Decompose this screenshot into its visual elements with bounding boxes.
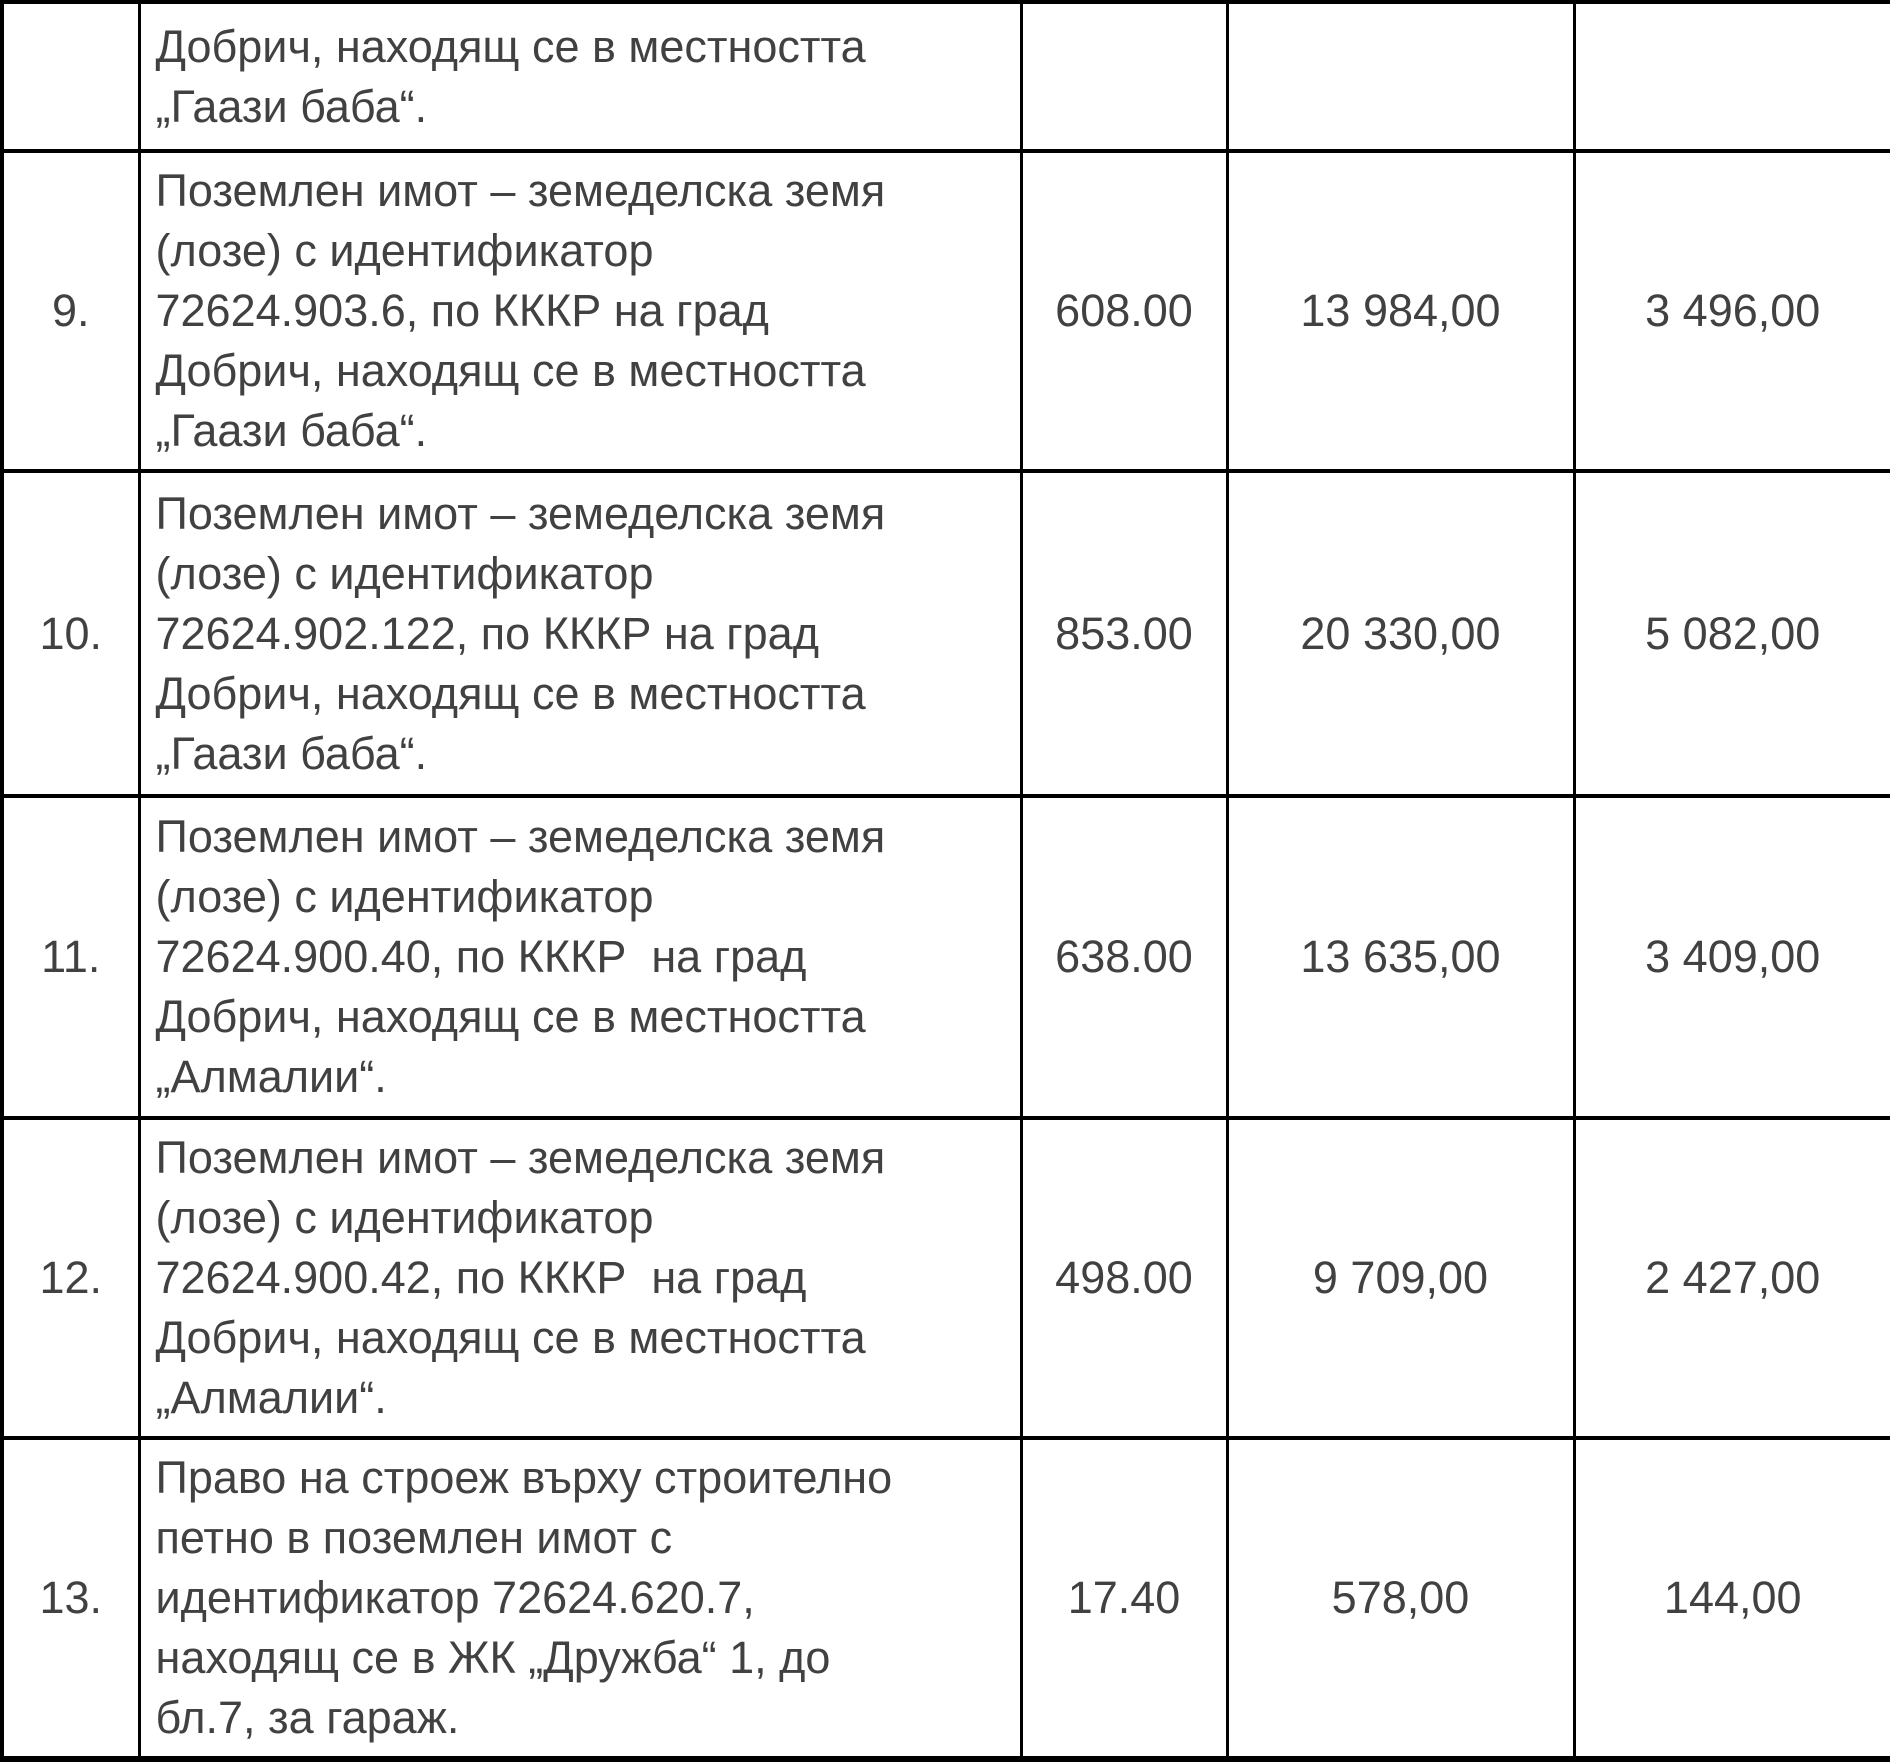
- cell-value-3: 3 409,00: [1574, 796, 1890, 1118]
- description-line: „Гаази баба“.: [155, 80, 428, 132]
- cell-value-3: 2 427,00: [1574, 1118, 1890, 1438]
- cell-number: 10.: [2, 471, 139, 796]
- description-line: 72624.903.6, по КККР на град: [155, 285, 769, 336]
- cell-value-2: [1227, 2, 1574, 151]
- description-line: Добрич, находящ се в местността: [155, 1312, 866, 1363]
- description-line: Добрич, находящ се в местността: [155, 667, 866, 719]
- cell-value-2: 13 984,00: [1227, 151, 1574, 471]
- cell-value-2: 578,00: [1227, 1438, 1574, 1760]
- cell-value-2: 13 635,00: [1227, 796, 1574, 1118]
- cell-description: [139, 151, 1021, 471]
- description-line: Поземлен имот – земеделска земя: [155, 487, 886, 539]
- cell-number: 12.: [2, 1118, 139, 1438]
- description-line: (лозе) с идентификатор: [155, 547, 654, 599]
- description-line: Добрич, находящ се в местността: [155, 991, 866, 1042]
- description-line: (лозе) с идентификатор: [155, 871, 654, 922]
- cell-value-3: 144,00: [1574, 1438, 1890, 1760]
- cell-description: [139, 2, 1021, 151]
- description-line: Поземлен имот – земеделска земя: [155, 811, 886, 862]
- cell-number: [2, 2, 139, 151]
- cell-description: [139, 796, 1021, 1118]
- description-line: Добрич, находящ се в местността: [155, 20, 866, 72]
- cell-description: [139, 1118, 1021, 1438]
- description-line: (лозе) с идентификатор: [155, 1192, 654, 1243]
- description-line: „Алмалии“.: [155, 1051, 387, 1102]
- table-row: [2, 796, 1890, 1118]
- description-line: Поземлен имот – земеделска земя: [155, 1132, 886, 1183]
- description-line: 72624.900.40, по КККР на град: [155, 931, 807, 982]
- cell-number: 13.: [2, 1438, 139, 1760]
- cell-value-2: 20 330,00: [1227, 471, 1574, 796]
- description-line: „Гаази баба“.: [155, 405, 428, 456]
- cell-description: [139, 471, 1021, 796]
- description-line: идентификатор 72624.620.7,: [155, 1572, 755, 1623]
- cell-description: [139, 1438, 1021, 1760]
- table-row: [2, 1118, 1890, 1438]
- cell-value-1: 853.00: [1021, 471, 1227, 796]
- cell-value-1: 17.40: [1021, 1438, 1227, 1760]
- cell-value-3: [1574, 2, 1890, 151]
- cell-number: 9.: [2, 151, 139, 471]
- description-line: „Алмалии“.: [155, 1372, 387, 1423]
- description-line: 72624.900.42, по КККР на град: [155, 1252, 807, 1303]
- cell-value-3: 3 496,00: [1574, 151, 1890, 471]
- cell-value-2: 9 709,00: [1227, 1118, 1574, 1438]
- description-line: (лозе) с идентификатор: [155, 225, 654, 276]
- description-line: „Гаази баба“.: [155, 727, 428, 779]
- table-row: [2, 2, 1890, 151]
- description-line: находящ се в ЖК „Дружба“ 1, до: [155, 1632, 831, 1683]
- cell-value-1: 638.00: [1021, 796, 1227, 1118]
- cell-value-3: 5 082,00: [1574, 471, 1890, 796]
- description-line: Право на строеж върху строително: [155, 1452, 893, 1503]
- table-row: [2, 151, 1890, 471]
- description-line: Поземлен имот – земеделска земя: [155, 165, 886, 216]
- description-line: петно в поземлен имот с: [155, 1512, 673, 1563]
- cell-number: 11.: [2, 796, 139, 1118]
- table-row: [2, 1438, 1890, 1760]
- description-line: 72624.902.122, по КККР на град: [155, 607, 819, 659]
- description-line: бл.7, за гараж.: [155, 1692, 460, 1743]
- table-row: [2, 471, 1890, 796]
- cell-value-1: [1021, 2, 1227, 151]
- description-line: Добрич, находящ се в местността: [155, 345, 866, 396]
- cell-value-1: 498.00: [1021, 1118, 1227, 1438]
- cell-value-1: 608.00: [1021, 151, 1227, 471]
